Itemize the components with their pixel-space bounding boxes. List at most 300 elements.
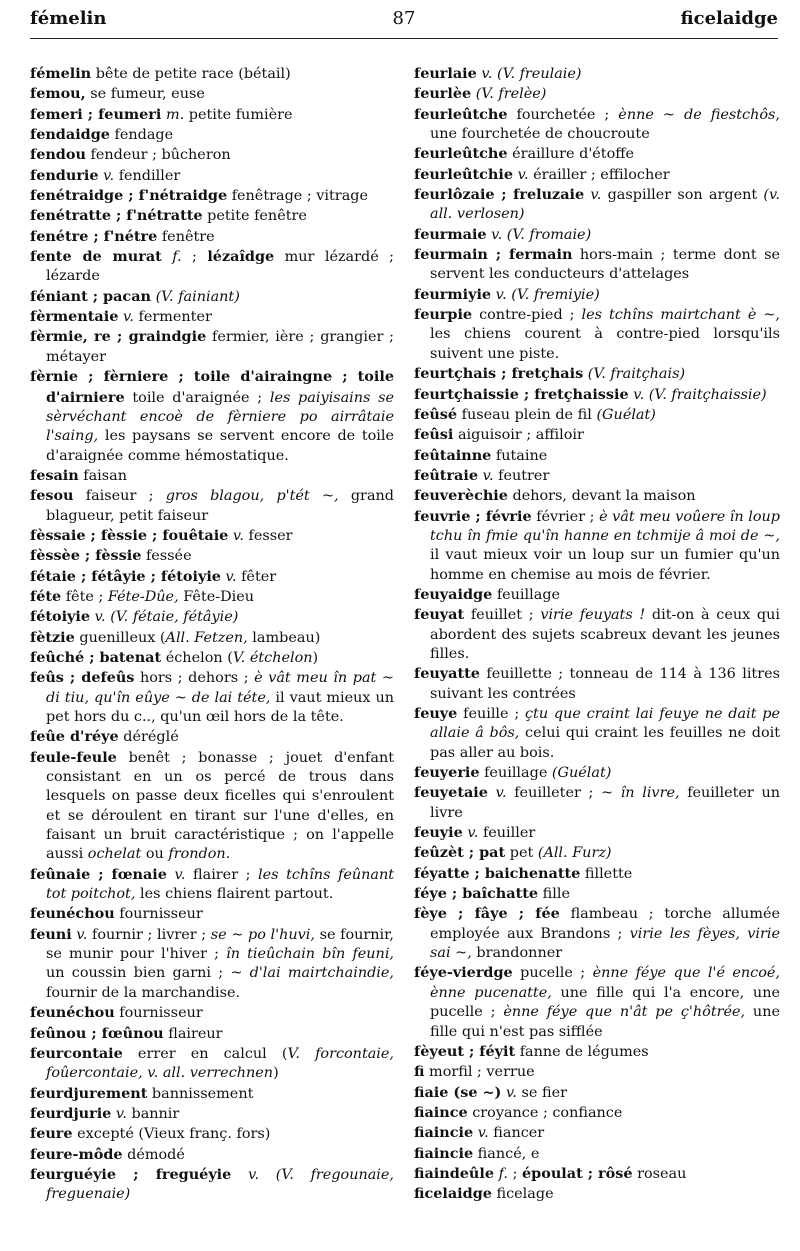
definition-text: une fourchetée de choucroute [430,126,650,143]
dictionary-entry [30,166,394,186]
italic-text: se ~ po l'huvi, [210,926,315,943]
headword: feuverèchie [414,487,508,505]
definition-text: celui qui craint les feuilles ne doit pas aller au bois. [430,725,780,761]
dictionary-entry [30,1165,394,1205]
italic-text: v. [122,309,134,326]
definition-text: feuillet ; [464,607,541,624]
headword: fendou [30,146,86,164]
headword: feurmaie [414,225,487,243]
headword: fèssèe ; fèssie [30,547,142,565]
definition-text: lambeau) [247,629,321,646]
italic-text: (v. all. verlosen) [430,187,780,223]
definition-text: se fournir, se munir pour l'hiver ; [46,926,394,963]
definition-text: se fumeur, euse [85,86,205,103]
definition-text: ou [141,846,169,863]
dictionary-entry [30,1145,394,1165]
dictionary-entry [30,145,394,165]
definition-text: fournir de la marchandise. [46,984,241,1001]
italic-text: v. (V. fétaie, fétâyie) [94,609,239,626]
definition-text: feuilleter ; [506,785,601,802]
definition-text: les chiens courent à contre-pied lorsqu'ils suivent une piste. [430,326,780,362]
header-rule [30,38,778,39]
headword: feurpie [414,306,473,324]
italic-text: v. [103,167,115,184]
definition-text: feuiller [478,825,536,842]
headword: fendaidge [30,126,110,144]
definition-text: grand blagueur, petit faiseur [46,488,394,524]
headword: feurleûtche [414,105,508,123]
italic-text: ènne ~ de fiestchôs, [618,106,781,123]
headword: feuyaidge [414,585,493,603]
headword: feûtainne [414,446,492,464]
italic-text: çtu que craint lai feuye ne dait pe allaie â bôs, [430,706,781,742]
definition-text: les paysans se servent encore de toile d'araignée comme hémostatique. [46,428,394,464]
dictionary-entry [414,185,780,225]
headword: femeri ; feumeri [30,105,162,123]
headword: féniant ; pacan [30,287,151,305]
italic-text: v. (V. fraitçhaissie) [633,386,767,403]
header-left-guide-word: fémelin [30,8,107,29]
headword: feuyetaie [414,784,488,802]
definition-text: fête ; [61,588,108,605]
definition-text: dit-on à ceux qui abordent des sujets scabreux devant les jeunes filles. [430,607,780,662]
definition-text: feuillette ; tonneau de 114 à 136 litres suivant les contrées [430,666,780,702]
definition-text: fendeur ; bûcheron [85,147,231,164]
dictionary-entry [414,364,780,384]
headword: fesain [30,466,79,484]
definition-text: les chiens flairent partout. [135,886,334,903]
header-right-guide-word: ficelaidge [680,8,778,29]
headword: feunéchou [30,1004,115,1022]
italic-text: v. (V. freulaie) [481,66,582,82]
right-column [414,64,780,1205]
dictionary-entry [30,227,394,247]
definition-text: bête de petite race (bétail) [91,66,291,82]
italic-text: v. [590,187,602,204]
dictionary-entry [414,1083,780,1103]
dictionary-entry [414,285,780,305]
dictionary-entry [30,307,394,327]
dictionary-entry [30,607,394,627]
dictionary-entry [414,245,780,285]
italic-text: frondon. [168,846,231,863]
definition-text: fuseau plein de fil [457,406,597,423]
definition-text: éraillure d'étoffe [507,146,634,163]
dictionary-entry [414,1123,780,1143]
definition-text: fournisseur [114,1005,203,1022]
definition-text: bannir [126,1105,180,1122]
definition-text: un coussin bien garni ; [46,965,231,982]
dictionary-entry [414,1103,780,1123]
headword: feuyie [414,824,463,842]
dictionary-entry [414,105,780,145]
definition-text: faisan [78,467,128,484]
headword: feûché ; batenat [30,648,162,666]
dictionary-entry [414,1144,780,1164]
dictionary-entry [30,486,394,526]
headword: feûe d'réye [30,728,119,746]
headword: fiaie (se ~) [414,1083,502,1101]
definition-text: benêt ; bonasse ; jouet d'enfant consistant en un os percé de trous dans lesquels on passe deux ficelles qui s'enroulent et se déroulent en tirant sur l'une d'elles, en faisant un bruit caractéristique ; on l'appelle aussi [46,749,394,863]
headword: feurdjurie [30,1104,112,1122]
dictionary-entry [414,823,780,843]
italic-text: v. [232,527,244,544]
italic-text: ènne féye que l'é encoé, ènne pucenatte, [430,965,780,1001]
italic-text: virie les fèyes, virie sai ~, [430,925,780,962]
definition-text: gaspiller son argent [601,187,764,204]
headword: feurleûtchie [414,165,513,183]
headword: feurtçhais ; fretçhais [414,365,584,383]
dictionary-entry [30,84,394,104]
dictionary-entry [414,963,780,1041]
headword: fétaie ; fétâyie ; fétoiyie [30,567,221,585]
headword: féte [30,587,62,605]
dictionary-entry [30,748,394,865]
definition-text: ; [508,1165,522,1182]
definition-text: fourchetée ; [507,106,619,123]
italic-text: v. [467,825,479,842]
definition-text: fanne de légumes [515,1043,649,1060]
italic-text: (Guélat) [551,765,612,782]
italic-text: v. (V. fregounaie, freguenaie) [46,1166,395,1203]
definition-text: contre-pied ; [472,307,582,324]
headword: ficelaidge [414,1185,492,1203]
headword: fi [414,1063,425,1081]
dictionary-entry [414,165,780,185]
definition-text: fermier, ière ; grangier ; métayer [46,329,395,365]
headword: fenétre ; f'nétre [30,227,158,245]
italic-text: les paiyisains se sèrvéchant encoè de fèrniere po airrâtaie l'saing, [46,389,395,445]
dictionary-entry [30,105,394,125]
dictionary-entry [414,783,780,823]
dictionary-entry [414,225,780,245]
dictionary-entry [414,1164,780,1184]
headword: feûsé [414,405,458,423]
dictionary-entry [414,425,780,445]
headword: féye ; baîchatte [414,885,539,903]
definition-text: bannissement [147,1085,254,1102]
dictionary-entry [30,546,394,566]
dictionary-entry [414,305,780,364]
definition-text: mur lézardé ; lézarde [46,249,395,285]
headword: feule-feule [30,748,117,766]
headword: feure [30,1125,73,1143]
definition-text: fenêtre [157,228,215,245]
italic-text: è vât meu în pat ~ di tiu, qu'în eûye ~ de lai téte, [46,670,394,706]
definition-text: roseau [632,1165,687,1182]
dictionary-entry [414,664,780,704]
headword: feurlôzaie ; freluzaie [414,186,585,204]
headword: feûnaie ; fœnaie [30,865,167,883]
italic-text: v. [495,785,507,802]
italic-text: v. [174,866,186,883]
headword: fiaincie [414,1144,474,1162]
dictionary-entry [414,385,780,405]
headword: feurmiyie [414,285,492,303]
italic-text: è vât meu voûere în loup tchu în fmie qu'în hanne en tchmije â moi de ~, [430,508,781,544]
definition-text: fiancer [488,1125,545,1142]
definition-text [162,249,172,265]
headword: fèrmie, re ; graindgie [30,328,207,346]
headword: fèyeut ; féyit [414,1042,516,1060]
dictionary-entry [30,526,394,546]
italic-text: ochelat [87,846,142,863]
italic-text: All. Fetzen, [165,629,248,646]
definition-text: flairer ; [185,866,259,883]
headword: fiaindeûle [414,1164,495,1182]
headword: feurcontaie [30,1044,123,1062]
dictionary-entry [30,1024,394,1044]
definition-text: fermenter [133,309,212,326]
italic-text: f. [498,1165,508,1182]
dictionary-entry [414,1062,780,1082]
headword: fesou [30,487,74,505]
dictionary-entry [30,727,394,747]
headword: fèye ; fâye ; fée [414,905,560,923]
definition-text: aiguisoir ; affiloir [453,427,584,444]
dictionary-entry [30,865,394,905]
italic-text: les tchîns mairtchant è ~, [581,307,780,324]
italic-text: v. (V. fremiyie) [495,286,600,303]
dictionary-entry [414,405,780,425]
headword: fente de murat [30,248,162,266]
definition-text: guenilleux ( [74,629,166,646]
definition-text: flambeau ; torche allumée employée aux Brandons ; [430,906,780,942]
definition-text: fessée [141,548,192,565]
italic-text: v. [482,467,494,484]
italic-text: v. [477,1125,489,1142]
headword: fétoiyie [30,608,91,626]
definition-text: il vaut mieux voir un loup sur un fumier qu'un homme en chemise au mois de février. [430,547,780,583]
definition-text: feuilleter un livre [430,785,780,821]
dictionary-entry [414,466,780,486]
definition-text [231,1167,248,1183]
dictionary-entry [30,206,394,226]
dictionary-entry [414,605,780,664]
italic-text: v. [505,1084,517,1101]
dictionary-entry [414,843,780,863]
headword: feûsi [414,426,454,444]
italic-text: gros blagou, p'tét ~, [165,488,339,505]
headword: feûnou ; fœûnou [30,1024,164,1042]
definition-text: échelon ( [161,649,233,666]
italic-text: ènne féye que n'ât pe ç'hôtrée, [503,1004,746,1021]
headword: feûtraie [414,466,478,484]
italic-text: v. [115,1105,127,1122]
headword: feurlèe [414,85,472,103]
definition-text: faiseur ; [73,488,166,505]
headword: fenétraidge ; f'nétraidge [30,187,228,205]
dictionary-entry [30,904,394,924]
italic-text: în tieûchain bîn feuni, [226,946,394,963]
headword: époulat ; rôsé [522,1164,633,1182]
headword: femou, [30,85,86,103]
definition-text: fillette [580,865,633,882]
headword: fiaincie [414,1124,474,1142]
dictionary-entry [30,1044,394,1084]
definition-text: errer en calcul ( [122,1045,288,1062]
definition-text: une fille qui n'est pas sifflée [430,1004,780,1040]
headword: fètzie [30,628,75,646]
definition-text: fiancé, e [473,1145,540,1162]
italic-text: les tchîns feûnant tot poitchot, [46,866,395,903]
definition-text [488,785,496,801]
dictionary-entry [30,64,394,84]
dictionary-entry [414,884,780,904]
italic-text: V. étchelon [232,649,313,666]
italic-text: (All. Furz) [537,845,612,862]
definition-text: fournir ; livrer ; [87,926,211,943]
definition-text: flaireur [163,1025,223,1042]
italic-text: ~ în livre, [601,785,680,802]
dictionary-entry [414,904,780,963]
dictionary-entry [30,587,394,607]
headword: feuvrie ; févrie [414,507,532,525]
page-number: 87 [392,8,416,29]
dictionary-entry [30,648,394,668]
headword: fèrnie ; fèrniere ; toile d'airaingne ; toile d'airniere [30,368,394,406]
italic-text: (V. fainiant) [155,288,240,305]
headword: feuyat [414,606,465,624]
definition-text: feuillage [479,765,552,782]
definition-text: hors ; dehors ; [134,670,255,687]
definition-text: ) [273,1065,279,1082]
definition-text: une fille qui l'a encore, une pucelle ; [430,984,780,1021]
headword: féye-vierdge [414,964,513,982]
definition-text: février ; [531,508,600,525]
italic-text: f. [172,249,182,266]
italic-text: virie feuyats ! [540,607,646,624]
definition-text: excepté (Vieux franç. fors) [72,1126,271,1143]
definition-text: fendiller [114,167,181,184]
headword: feurmain ; fermain [414,246,573,264]
definition-text: fille [538,886,570,903]
definition-text: petite fumière [184,106,293,123]
definition-text: feuillage [492,586,561,603]
definition-text: hors-main ; terme dont se servent les conducteurs d'attelages [430,247,780,283]
dictionary-entry [30,1124,394,1144]
definition-text: ficelage [491,1186,554,1203]
definition-text: pucelle ; [512,965,593,982]
dictionary-entry [414,1184,780,1204]
dictionary-entry [30,466,394,486]
dictionary-entry [414,864,780,884]
headword: feurlaie [414,65,477,82]
italic-text: Féte-Dûe, [107,588,179,605]
page-header [30,8,778,34]
definition-text: futaine [491,447,548,464]
italic-text: v. [225,568,237,585]
dictionary-entry [30,668,394,727]
italic-text: (Guélat) [596,406,656,423]
definition-text: dehors, devant la maison [507,488,696,505]
definition-text: petite fenêtre [202,208,307,225]
italic-text: v. (V. fromaie) [491,226,592,243]
headword: féyatte ; baichenatte [414,864,581,882]
headword: feûs ; defeûs [30,669,135,687]
definition-text: se fier [516,1084,567,1101]
definition-text: pet [505,845,538,862]
definition-text: fesser [243,527,293,544]
headword: fémelin [30,65,92,82]
italic-text: v. [76,926,88,943]
dictionary-entry [414,1042,780,1062]
headword: fèssaie ; fèssie ; fouêtaie [30,526,229,544]
definition-text: toile d'araignée ; [124,389,270,406]
definition-text: brandonner [471,945,563,962]
dictionary-entry [414,704,780,763]
italic-text: (V. fraitçhais) [587,366,686,383]
dictionary-entry [30,925,394,1003]
dictionary-entry [414,144,780,164]
dictionary-entry [30,287,394,307]
headword: feurdjurement [30,1084,148,1102]
dictionary-entry [414,64,780,84]
headword: feuyatte [414,665,480,683]
definition-text: fendage [109,127,174,144]
headword: fenétratte ; f'nétratte [30,207,203,225]
dictionary-entry [30,1003,394,1023]
headword: feûzèt ; pat [414,844,506,862]
dictionary-entry [30,125,394,145]
headword: feuyerie [414,764,480,782]
headword: fèrmentaie [30,308,119,326]
definition-text: déréglé [118,729,179,746]
headword: feunéchou [30,905,115,923]
dictionary-entry [30,367,394,466]
headword: feuye [414,705,458,722]
italic-text: V. forcontaie, foûercontaie, v. all. verrechnen [46,1045,394,1082]
dictionary-entry [414,585,780,605]
headword: fiaince [414,1103,468,1121]
headword: lézaîdge [207,248,275,266]
headword: feurtçhaissie ; fretçhaissie [414,385,629,403]
left-column [30,64,394,1205]
dictionary-entry [30,1104,394,1124]
definition-text: érailler ; effilocher [528,166,670,183]
dictionary-entry [414,507,780,585]
italic-text: ~ d'lai mairtchaindie, [230,965,394,982]
definition-text: démodé [122,1146,185,1163]
definition-text: ) [312,649,319,666]
definition-text: morfil ; verrue [424,1064,535,1081]
definition-text: il vaut mieux un pet hors du c.., qu'un œil hors de la tête. [46,689,395,725]
dictionary-entry [414,84,780,104]
headword: feurguéyie ; freguéyie [30,1165,232,1183]
dictionary-entry [30,1084,394,1104]
dictionary-entry [414,486,780,506]
dictionary-entry [414,763,780,783]
dictionary-entry [30,247,394,287]
dictionary-entry [414,446,780,466]
definition-text: feutrer [493,467,550,484]
definition-text: fêter [236,568,277,585]
italic-text: (V. frelèe) [475,86,547,103]
definition-text: fournisseur [114,906,203,923]
dictionary-entry [30,567,394,587]
definition-text: croyance ; confiance [467,1104,623,1121]
headword: feurleûtche [414,145,508,163]
dictionary-entry [30,327,394,367]
definition-text: feuille ; [457,706,525,722]
headword: fendurie [30,166,99,184]
definition-text: Fête-Dieu [178,588,255,605]
dictionary-entry [30,186,394,206]
headword: feuni [30,925,72,943]
definition-text: ; [181,249,208,266]
dictionary-entry [30,628,394,648]
italic-text: m. [165,106,185,123]
